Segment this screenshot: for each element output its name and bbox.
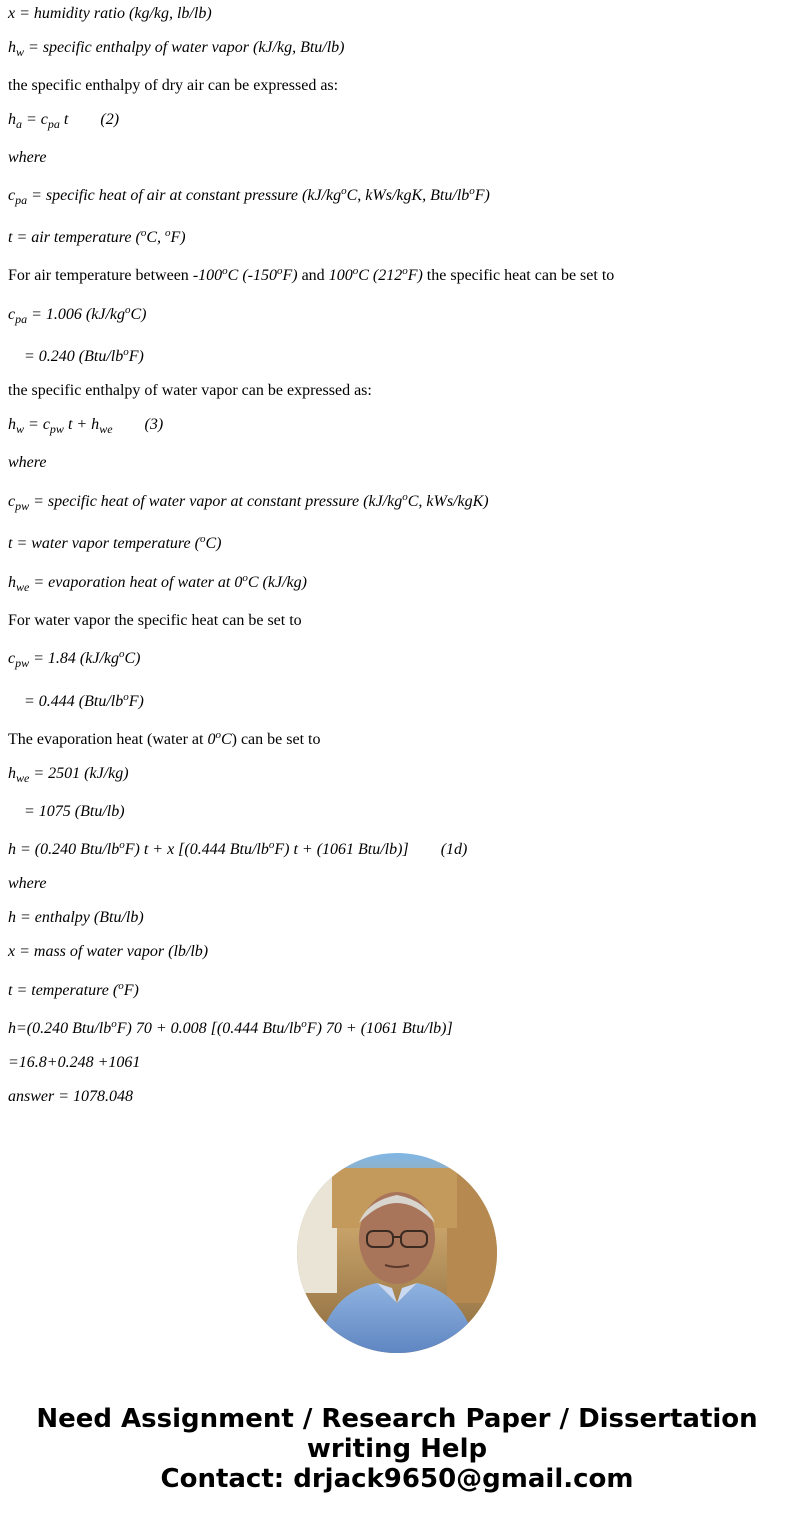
text-line: the specific enthalpy of dry air can be expressed as: — [8, 77, 339, 94]
answer-line: answer = 1078.048 — [8, 1088, 134, 1105]
text-line: t = water vapor temperature ($^o$C) — [8, 533, 222, 552]
text-line: h = enthalpy (Btu/lb) — [8, 909, 144, 926]
text-line: $h_w$ = specific enthalpy of water vapor (kJ/kg, Btu/lb) — [8, 39, 345, 59]
text-line: t = temperature ($^o$F) — [8, 980, 139, 999]
equation-number: (2) — [100, 111, 120, 128]
text-line: the specific enthalpy of water vapor can be expressed as: — [8, 382, 372, 399]
equation-line: $c_{pw} = 1.84$ $(kJ/kg^oC)$ — [8, 648, 141, 670]
equation-line: $h_{we} = 2501$ (kJ/kg) — [8, 765, 129, 785]
equation-line: h=(0.240 Btu/$lb^oF$) 70 + 0.008 [(0.444 Btu/$lb^oF$) 70 + (1061 Btu/lb)] — [8, 1018, 453, 1037]
contact-banner — [0, 1404, 794, 1494]
equation-line: = 1075 (Btu/lb) — [24, 803, 125, 820]
text-line: For water vapor the specific heat can be set to — [8, 612, 302, 629]
equation-line: = 0.444 $(Btu/lb^oF)$ — [24, 691, 144, 710]
text-line: t = air temperature ($^o$C, $^o$F) — [8, 227, 186, 246]
text-line: For air temperature between -100$^o$C (-150$^o$F) and 100$^o$C (212$^o$F) the specific heat can be set to — [8, 265, 615, 284]
text-line: $h_{we}$ = evaporation heat of water at 0$^o$C (kJ/kg) — [8, 572, 307, 594]
text-line: $c_{pw}$ = specific heat of water vapor at constant pressure ($kJ/kg^oC$, kWs/kgK) — [8, 491, 489, 513]
text-line: x = humidity ratio (kg/kg, lb/lb) — [8, 5, 212, 22]
text-line: where — [8, 875, 47, 892]
banner-line: writing Help — [306, 1434, 488, 1464]
equation-line: $h_w = c_{pw}$ $t + h_{we}$ (3) — [8, 416, 164, 436]
equation-line: =16.8+0.248 +1061 — [8, 1054, 141, 1071]
contact-email[interactable]: Contact: drjack9650@gmail.com — [160, 1464, 634, 1494]
equation-line: $h_a = c_{pa}$ t (2) — [8, 111, 120, 131]
text-line: where — [8, 454, 47, 471]
text-line: x = mass of water vapor (lb/lb) — [8, 943, 209, 960]
equation-number: (1d) — [440, 841, 468, 858]
equation-line: $c_{pa} = 1.006$ $(kJ/kg^oC)$ — [8, 304, 147, 326]
text-line: $c_{pa}$ = specific heat of air at constant pressure ($kJ/kg^oC$, kWs/kgK, Btu/$lb^oF$) — [8, 185, 490, 207]
equation-number: (3) — [144, 416, 164, 433]
author-avatar — [297, 1153, 497, 1353]
text-line: where — [8, 149, 47, 166]
equation-line: h = (0.240 Btu/$lb^oF$) t + x [(0.444 Btu/$lb^oF$) t + (1061 Btu/lb)] (1d) — [8, 839, 468, 858]
text-line: The evaporation heat (water at 0$^o$C) can be set to — [8, 729, 321, 748]
equation-line: = 0.240 $(Btu/lb^oF)$ — [24, 346, 144, 365]
banner-line: Need Assignment / Research Paper / Dissertation — [36, 1404, 758, 1434]
